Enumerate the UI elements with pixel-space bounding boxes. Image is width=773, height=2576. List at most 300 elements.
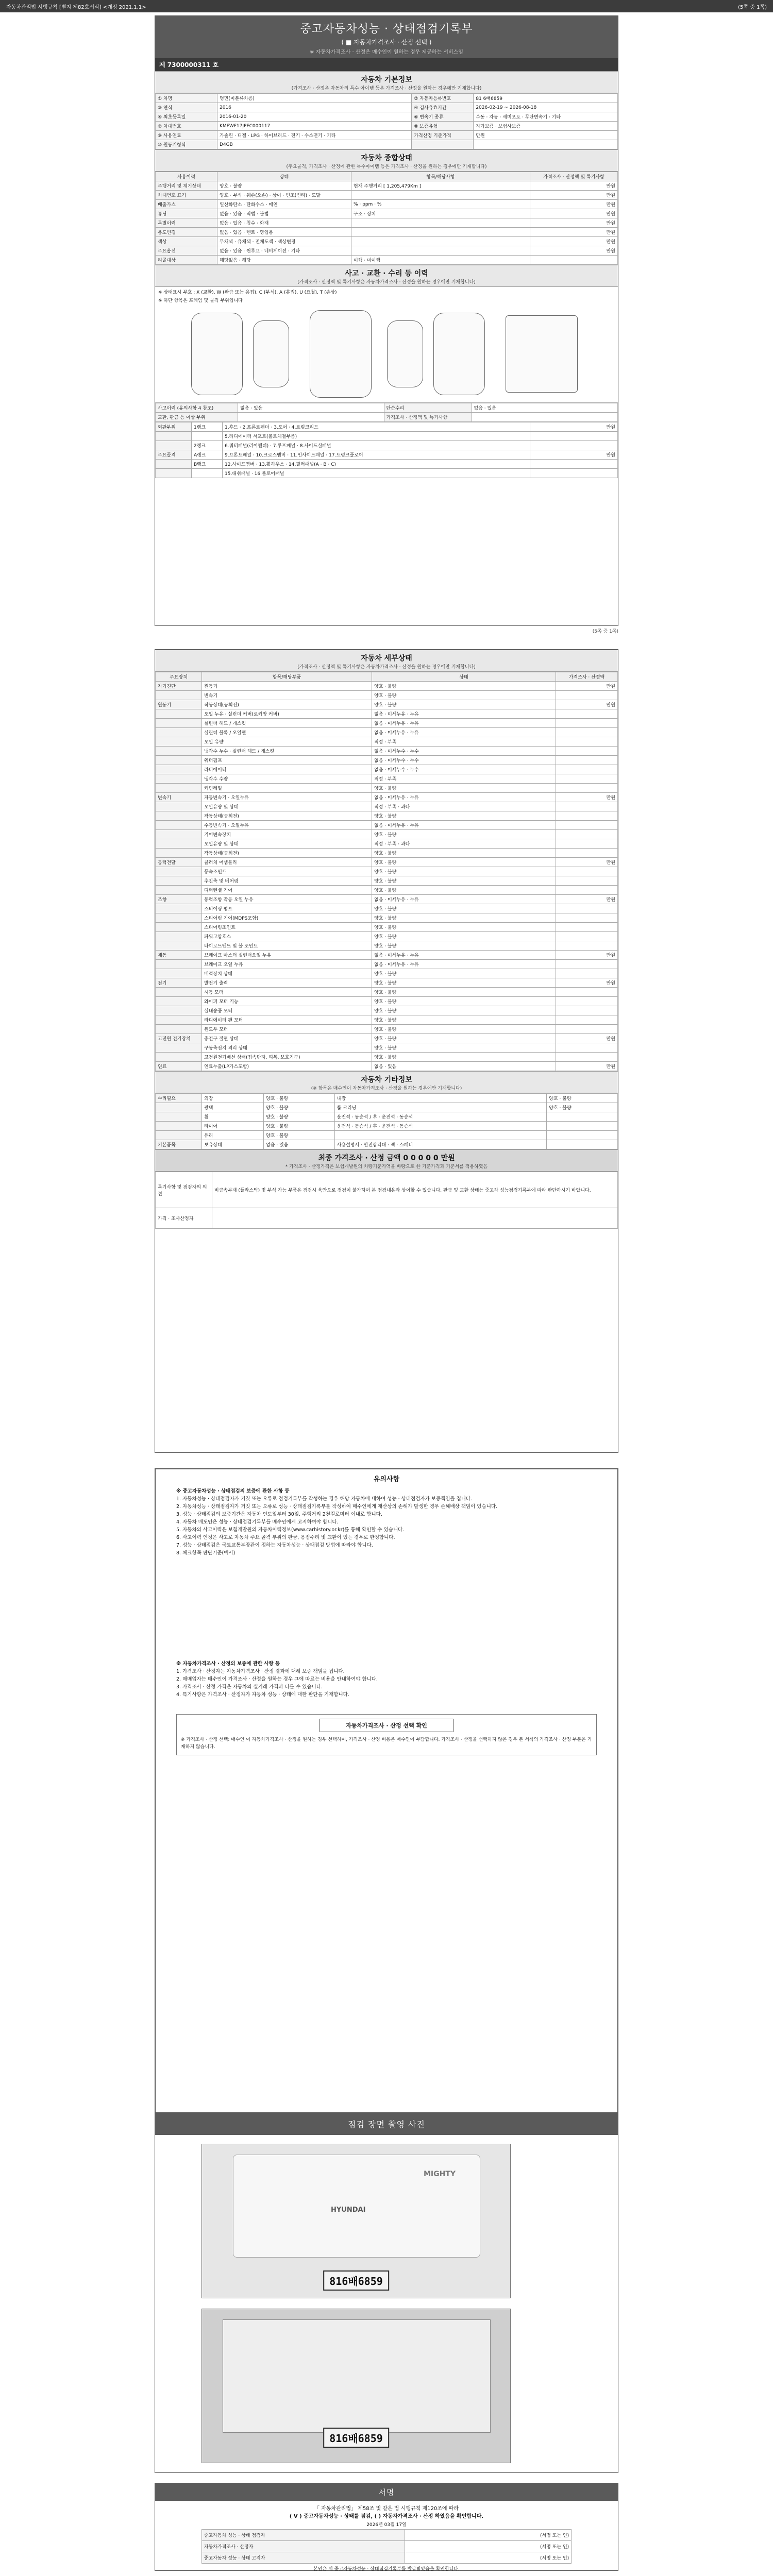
other-row-cell — [547, 1140, 618, 1149]
notice-item: 8. 체크항목 판단기준(예시) — [176, 1550, 236, 1556]
confirm-text: ※ 가격조사 · 산정 선택: 매수인 이 자동차가격조사 · 산정을 원하는 경우 선택하며, 가격조사 · 산정 비용은 매수인이 부담합니다. 가격조사 · 산정을 선택하지 않은 경우 본 서식의 가격조사 · 산정 부분은 기재하지 않습니다. — [181, 1737, 592, 1750]
detail-row — [156, 895, 618, 904]
car-rear-view — [387, 320, 423, 387]
detail-row-cell: 동력조향 작동 오일 누유 — [202, 895, 372, 904]
detail-row-cell: 양호 · 불량 — [372, 969, 556, 978]
detail-row — [156, 1015, 618, 1025]
detail-row-cell: 양호 · 불량 — [372, 988, 556, 997]
section-note: (가격조사 · 산정액 및 특기사항은 자동차가격조사 · 산정을 원하는 경우에만 기재합니다) — [297, 280, 476, 285]
sign-row-cell: 중고자동차 성능 · 상태 점검자 — [201, 2530, 405, 2541]
detail-table — [155, 672, 618, 1071]
other-row-cell — [547, 1122, 618, 1131]
detail-row-cell: 배력장치 상태 — [202, 969, 372, 978]
detail-row — [156, 737, 618, 747]
notice-item: 6. 사고이력 인정은 사고로 자동차 주요 골격 부위의 판금, 용접수리 및 교환이 있는 경우로 한정합니다. — [176, 1535, 395, 1540]
brand-badge: HYUNDAI — [331, 2206, 366, 2214]
detail-row-cell — [156, 932, 202, 941]
notice-sub-1: ※ 중고자동차성능 · 상태점검의 보증에 관한 사항 등 — [176, 1488, 290, 1494]
special-label: 특기사항 및 점검자의 의견 — [156, 1172, 212, 1208]
basic-row-cell: ⑧ 보증유형 — [412, 122, 474, 131]
other-row-cell: 양호 · 불량 — [547, 1103, 618, 1112]
detail-row-cell: 양호 · 불량 — [372, 932, 556, 941]
detail-row-cell — [156, 747, 202, 756]
detail-row-cell — [556, 802, 618, 811]
summary-row-cell: 양호 · 부식 · 훼손(오손) · 상이 · 변조(변타) · 도말 — [217, 191, 351, 200]
detail-row-cell: 실린더 블록 / 오일팬 — [202, 728, 372, 737]
sign-row-cell: (서명 또는 인) — [405, 2530, 572, 2541]
detail-row-cell — [156, 830, 202, 839]
detail-row-cell — [156, 849, 202, 858]
notice-title: 유의사항 — [373, 1476, 400, 1483]
detail-row — [156, 765, 618, 774]
parts-row-cell — [156, 469, 192, 478]
detail-row-cell — [156, 997, 202, 1006]
summary-header: 항목/해당사항 — [351, 172, 530, 181]
detail-row-cell: 실린더 헤드 / 개스킷 — [202, 719, 372, 728]
detail-row-cell: 양호 · 불량 — [372, 1006, 556, 1015]
detail-row-cell — [556, 932, 618, 941]
detail-row-cell: 자기진단 — [156, 682, 202, 691]
notice-item: 1. 가격조사 · 산정자는 자동차가격조사 · 산정 결과에 대해 보증 책임을 집니다. — [176, 1669, 345, 1674]
parts-row-cell — [192, 469, 223, 478]
section-other — [155, 1071, 618, 1093]
form-header — [155, 16, 618, 58]
other-row — [156, 1122, 618, 1131]
car-front-view — [253, 320, 289, 387]
page-1-number: (5쪽 중 1쪽) — [592, 629, 618, 634]
detail-row — [156, 793, 618, 802]
detail-row-cell: 적정 · 부족 · 과다 — [372, 839, 556, 849]
detail-row-cell — [156, 821, 202, 830]
notice-item: 3. 가격조사 · 산정 가격은 자동차의 실거래 가격과 다를 수 있습니다. — [176, 1684, 323, 1690]
summary-row — [156, 228, 618, 237]
sign-date: 2026년 03월 17일 — [366, 2522, 407, 2528]
detail-row-cell: 양호 · 불량 — [372, 700, 556, 709]
detail-row-cell: 냉각수 누수 · 실린더 헤드 / 개스킷 — [202, 747, 372, 756]
detail-row — [156, 997, 618, 1006]
summary-row-cell: 만원 — [530, 209, 618, 218]
parts-row-cell: 6.쿼터패널(리어펜더) · 7.루프패널 · 8.사이드실패널 — [223, 441, 530, 450]
other-row-cell — [156, 1122, 202, 1131]
basic-row — [156, 94, 618, 103]
truck-rear-body — [223, 2319, 491, 2433]
detail-row-cell: 원동기 — [156, 700, 202, 709]
sign-row — [201, 2552, 571, 2564]
rear-plate: 816배6859 — [323, 2428, 389, 2448]
accident-row-cell: 없음 · 있음 — [472, 403, 618, 413]
detail-row-cell: 양호 · 불량 — [372, 830, 556, 839]
detail-row-cell — [556, 969, 618, 978]
sign-row — [201, 2541, 571, 2552]
parts-row — [156, 441, 618, 450]
detail-row-cell — [556, 1015, 618, 1025]
detail-row-cell: 작동상태(공회전) — [202, 849, 372, 858]
page-4 — [155, 2112, 618, 2473]
detail-row — [156, 923, 618, 932]
section-detail — [155, 650, 618, 672]
detail-row — [156, 774, 618, 784]
parts-row-cell — [156, 432, 192, 441]
accident-row-cell: 교환, 판금 등 이상 부위 — [156, 413, 238, 422]
detail-row — [156, 709, 618, 719]
other-row-cell: 기본품목 — [156, 1140, 202, 1149]
detail-row-cell — [556, 941, 618, 951]
detail-row-cell: 윈도우 모터 — [202, 1025, 372, 1034]
detail-row — [156, 682, 618, 691]
basic-row-cell: ⑤ 최초등록일 — [156, 112, 217, 122]
detail-row-cell — [556, 821, 618, 830]
form-legal-ref: 자동차관리법 시행규칙 [별지 제82호서식] <개정 2021.1.1> — [6, 4, 146, 10]
detail-row-cell: 없음 · 미세누유 · 누유 — [372, 728, 556, 737]
summary-row-cell: 튜닝 — [156, 209, 217, 218]
special-text: 비금속부재 (플라스틱) 및 부식 가능 부품은 점검시 육안으로 점검이 불가하여 본 점검내용과 상이할 수 있습니다. 판금 및 교환 상태는 중고차 성능점검기록부에 따라 판단하시기 바랍니다. — [212, 1172, 618, 1208]
other-row — [156, 1112, 618, 1122]
summary-header: 사용이력 — [156, 172, 217, 181]
detail-row — [156, 1062, 618, 1071]
detail-row — [156, 932, 618, 941]
detail-row-cell: 없음 · 미세누유 · 누유 — [372, 709, 556, 719]
detail-row-cell: 양호 · 불량 — [372, 1053, 556, 1062]
detail-row-cell: 적정 · 부족 · 과다 — [372, 802, 556, 811]
basic-row-cell — [412, 140, 474, 149]
section-basic-info — [155, 71, 618, 93]
basic-row-cell: D4GB — [217, 140, 412, 149]
photo-header — [155, 2113, 618, 2135]
detail-row-cell: 구동축전지 격리 상태 — [202, 1043, 372, 1053]
notice-item: 2. 매매업자는 매수인이 가격조사 · 산정을 원하는 경우 그에 따르는 비용을 안내하여야 합니다. — [176, 1676, 378, 1682]
detail-row-cell — [156, 1006, 202, 1015]
parts-row-cell — [192, 432, 223, 441]
car-right-view — [433, 313, 485, 395]
detail-row-cell: 시동 모터 — [202, 988, 372, 997]
detail-row-cell — [556, 988, 618, 997]
car-frame-view — [506, 315, 578, 393]
detail-row — [156, 1043, 618, 1053]
basic-row-cell: ③ 연식 — [156, 103, 217, 112]
notice-list-2 — [156, 1668, 617, 1699]
accident-legend: ※ 상태표시 부호 : X (교환), W (판금 또는 용접), C (부식), A (흠집), U (요철), T (손상) — [158, 290, 337, 295]
detail-row-cell — [156, 709, 202, 719]
detail-row — [156, 821, 618, 830]
front-plate: 816배6859 — [323, 2270, 389, 2291]
detail-row-cell — [556, 784, 618, 793]
other-row-cell: 외장 — [202, 1094, 264, 1103]
other-row-cell: 사용설명서 · 안전삼각대 · 잭 · 스패너 — [334, 1140, 547, 1149]
detail-row-cell: 양호 · 불량 — [372, 904, 556, 913]
basic-row-cell: 만원 — [474, 131, 618, 140]
special-sub-value — [212, 1208, 618, 1229]
other-row-cell: 양호 · 불량 — [264, 1122, 335, 1131]
detail-row-cell — [156, 1015, 202, 1025]
detail-row — [156, 802, 618, 811]
detail-row-cell — [156, 867, 202, 876]
detail-row-cell: 적정 · 부족 — [372, 774, 556, 784]
detail-row-cell — [156, 1053, 202, 1062]
other-row-cell: 양호 · 불량 — [264, 1112, 335, 1122]
basic-row-cell: ⑥ 변속기 종류 — [412, 112, 474, 122]
section-summary — [155, 149, 618, 172]
basic-row-cell: ② 자동차등록번호 — [412, 94, 474, 103]
other-row-cell — [547, 1112, 618, 1122]
detail-row-cell — [156, 719, 202, 728]
rear-photo — [201, 2309, 511, 2463]
notice-list-1 — [156, 1495, 617, 1557]
detail-row-cell: 양호 · 불량 — [372, 876, 556, 886]
other-row-cell: 휠 — [202, 1112, 264, 1122]
detail-row-cell: 만원 — [556, 951, 618, 960]
detail-row-cell: 오일 누유 · 실린더 커버(로커암 커버) — [202, 709, 372, 719]
special-table — [155, 1172, 618, 1229]
detail-row-cell: 양호 · 불량 — [372, 1043, 556, 1053]
parts-row-cell: A랭크 — [192, 450, 223, 460]
accident-row-cell: 가격조사 · 산정액 및 특기사항 — [384, 413, 472, 422]
other-row-cell: 양호 · 불량 — [264, 1131, 335, 1140]
detail-row-cell — [556, 811, 618, 821]
detail-row-cell: 원동기 — [202, 682, 372, 691]
detail-row-cell — [156, 941, 202, 951]
detail-row-cell: 냉각수 수량 — [202, 774, 372, 784]
other-row — [156, 1103, 618, 1112]
basic-row — [156, 131, 618, 140]
detail-row — [156, 728, 618, 737]
detail-row-cell: 디퍼렌셜 기어 — [202, 886, 372, 895]
detail-row-cell — [556, 1053, 618, 1062]
detail-row-cell — [156, 886, 202, 895]
other-row-cell — [156, 1112, 202, 1122]
detail-row-cell: 연료누출(LP가스포함) — [202, 1062, 372, 1071]
detail-row-cell: 없음 · 미세누수 · 누수 — [372, 747, 556, 756]
parts-row-cell: 9.프론트패널 · 10.크로스멤버 · 11.인사이드패널 · 17.트렁크플로어 — [223, 450, 530, 460]
parts-row-cell: 만원 — [530, 422, 618, 432]
summary-header: 상태 — [217, 172, 351, 181]
detail-row — [156, 830, 618, 839]
parts-row-cell: B랭크 — [192, 460, 223, 469]
detail-row — [156, 1025, 618, 1034]
detail-row — [156, 1006, 618, 1015]
parts-row-cell — [156, 460, 192, 469]
detail-row-cell — [556, 728, 618, 737]
detail-row-cell: 등속조인트 — [202, 867, 372, 876]
detail-row-cell — [556, 756, 618, 765]
detail-row-cell: 만원 — [556, 793, 618, 802]
detail-row-cell: 없음 · 미세누유 · 누유 — [372, 951, 556, 960]
notice-item: 4. 특기사항은 가격조사 · 산정자가 자동차 성능 · 상태에 대한 판단을 기재합니다. — [176, 1692, 349, 1698]
detail-row — [156, 756, 618, 765]
summary-row-cell: 이행 · 미이행 — [351, 256, 530, 265]
detail-row-cell: 워터펌프 — [202, 756, 372, 765]
summary-row — [156, 246, 618, 256]
detail-row-cell — [556, 1025, 618, 1034]
other-row-cell — [156, 1103, 202, 1112]
detail-row-cell: 없음 · 미세누유 · 누유 — [372, 719, 556, 728]
parts-row-cell: 만원 — [530, 450, 618, 460]
detail-row-cell: 양호 · 불량 — [372, 858, 556, 867]
accident-row-cell: 없음 · 있음 — [238, 403, 384, 413]
detail-row — [156, 784, 618, 793]
other-row — [156, 1131, 618, 1140]
sign-row-cell: 자동차가격조사 · 산정자 — [201, 2541, 405, 2552]
detail-row-cell: 고전원 전기장치 — [156, 1034, 202, 1043]
summary-row-cell: 없음 · 있음 · 침수 · 화재 — [217, 218, 351, 228]
detail-row-cell — [556, 765, 618, 774]
detail-row-cell — [156, 691, 202, 700]
sign-receipt: 본인은 위 중고자동차성능 · 상태점검기록부를 발급받았음을 확인합니다. — [313, 2567, 460, 2572]
summary-row-cell: 만원 — [530, 181, 618, 191]
detail-row-cell — [556, 867, 618, 876]
detail-row-cell — [556, 691, 618, 700]
detail-row — [156, 941, 618, 951]
summary-row-cell — [351, 228, 530, 237]
summary-row-cell: % · ppm · % — [351, 200, 530, 209]
basic-row-cell: 2016 — [217, 103, 412, 112]
sign-line-2: ( V ) 중고자동차성능 · 상태를 점검, ( ) 자동차가격조사 · 산정 하였음을 확인합니다. — [289, 2514, 484, 2519]
form-subtitle: ( ■ 자동차가격조사 · 산정 선택 ) — [341, 39, 432, 46]
detail-row-cell — [556, 886, 618, 895]
detail-row-cell: 없음 · 미세누유 · 누유 — [372, 895, 556, 904]
summary-row — [156, 256, 618, 265]
detail-row-cell — [156, 802, 202, 811]
detail-row-cell: 없음 · 미세누유 · 누유 — [372, 793, 556, 802]
basic-row-cell: 가격산정 기준가격 — [412, 131, 474, 140]
detail-row-cell — [556, 1043, 618, 1053]
detail-row-cell: 라디에이터 팬 모터 — [202, 1015, 372, 1025]
parts-row — [156, 450, 618, 460]
other-row-cell: 양호 · 불량 — [547, 1094, 618, 1103]
detail-row — [156, 876, 618, 886]
detail-row-cell: 동력전달 — [156, 858, 202, 867]
other-row-cell: 룸 크리닝 — [334, 1103, 547, 1112]
detail-row-cell: 만원 — [556, 682, 618, 691]
detail-row-cell: 오일유량 및 상태 — [202, 802, 372, 811]
detail-row-cell: 만원 — [556, 1062, 618, 1071]
detail-row-cell: 실내송풍 모터 — [202, 1006, 372, 1015]
detail-header: 상태 — [372, 672, 556, 682]
detail-row — [156, 951, 618, 960]
basic-row-cell: 2016-01-20 — [217, 112, 412, 122]
parts-row-cell: 12.사이드멤버 · 13.휠하우스 · 14.필러패널(A · B · C) — [223, 460, 530, 469]
detail-row-cell: 양호 · 불량 — [372, 1025, 556, 1034]
summary-row-cell: 만원 — [530, 218, 618, 228]
parts-row-cell: 1.후드 · 2.프론트펜더 · 3.도어 · 4.트렁크리드 — [223, 422, 530, 432]
notice-item: 3. 성능 · 상태점검의 보증기간은 자동차 인도일부터 30일, 주행거리 2천킬로미터 이내로 합니다. — [176, 1512, 382, 1517]
detail-row-cell — [556, 913, 618, 923]
detail-row — [156, 691, 618, 700]
detail-row-cell: 양호 · 불량 — [372, 1034, 556, 1043]
detail-row-cell — [156, 1043, 202, 1053]
other-row-cell: 운전석 · 동승석 / 후 · 운전석 · 동승석 — [334, 1122, 547, 1131]
detail-row — [156, 1034, 618, 1043]
detail-row-cell: 만원 — [556, 1034, 618, 1043]
detail-row-cell: 타이로드엔드 및 볼 조인트 — [202, 941, 372, 951]
detail-row-cell: 파워고압호스 — [202, 932, 372, 941]
accident-row-cell — [238, 413, 384, 422]
detail-row-cell: 양호 · 불량 — [372, 867, 556, 876]
detail-row-cell: 고전원전기배선 상태(접속단자, 피복, 보호기구) — [202, 1053, 372, 1062]
detail-header: 항목/해당부품 — [202, 672, 372, 682]
parts-row — [156, 469, 618, 478]
parts-table — [155, 422, 618, 478]
fee-title: 최종 가격조사 · 산정 금액 0 0 0 0 0 만원 — [318, 1154, 455, 1162]
detail-row-cell: 스티어링 기어(MDPS포함) — [202, 913, 372, 923]
summary-table — [155, 172, 618, 265]
detail-row-cell: 라디에이터 — [202, 765, 372, 774]
detail-row-cell — [556, 904, 618, 913]
page-5 — [155, 2483, 618, 2571]
detail-row — [156, 839, 618, 849]
detail-row-cell — [156, 960, 202, 969]
notice-item: 1. 자동차성능 · 상태점검자가 거짓 또는 오류로 점검기록부를 작성하는 경우 해당 자동차에 대하여 성능 · 상태점검자가 보증책임을 집니다. — [176, 1496, 473, 1502]
page-2 — [155, 649, 618, 1453]
detail-row-cell: 자동변속기 · 오일누유 — [202, 793, 372, 802]
detail-row-cell: 오일유량 및 상태 — [202, 839, 372, 849]
detail-row-cell: 오일 유량 — [202, 737, 372, 747]
other-row-cell — [156, 1131, 202, 1140]
basic-row — [156, 140, 618, 149]
detail-row-cell: 없음 · 미세누수 · 누수 — [372, 765, 556, 774]
detail-row-cell: 없음 · 미세누유 · 누유 — [372, 821, 556, 830]
basic-row-cell: ① 차명 — [156, 94, 217, 103]
parts-row-cell: 15.대쉬패널 · 16.플로어패널 — [223, 469, 530, 478]
page-3 — [155, 1468, 618, 2205]
other-row-cell: 양호 · 불량 — [264, 1103, 335, 1112]
sign-title: 서명 — [378, 2488, 395, 2497]
parts-row-cell — [530, 460, 618, 469]
detail-row — [156, 988, 618, 997]
detail-row — [156, 849, 618, 858]
summary-row-cell: 특별이력 — [156, 218, 217, 228]
basic-row-cell: ④ 검사유효기간 — [412, 103, 474, 112]
confirm-box — [176, 1714, 597, 1755]
detail-row — [156, 811, 618, 821]
summary-row-cell — [530, 256, 618, 265]
summary-row — [156, 181, 618, 191]
summary-row-cell: 리콜대상 — [156, 256, 217, 265]
detail-row-cell — [156, 904, 202, 913]
detail-row-cell: 연료 — [156, 1062, 202, 1071]
section-note: (가격조사 · 산정액 및 특기사항은 자동차가격조사 · 산정을 원하는 경우에만 기재합니다) — [297, 665, 476, 670]
detail-row-cell — [556, 839, 618, 849]
detail-row-cell — [556, 747, 618, 756]
detail-row-cell — [556, 997, 618, 1006]
page-counter: (5쪽 중 1쪽) — [738, 4, 767, 10]
detail-row-cell: 양호 · 불량 — [372, 849, 556, 858]
detail-row-cell: 충전구 절연 상태 — [202, 1034, 372, 1043]
detail-row-cell — [156, 1025, 202, 1034]
top-bar — [0, 0, 773, 12]
parts-row — [156, 422, 618, 432]
other-table — [155, 1093, 618, 1149]
summary-row-cell: 현재 주행거리 [ 1,205,479Km ] — [351, 181, 530, 191]
detail-row-cell — [156, 913, 202, 923]
summary-row-cell: 일산화탄소 · 탄화수소 · 매연 — [217, 200, 351, 209]
notice-sub-2: ※ 자동차가격조사 · 산정의 보증에 관한 사항 등 — [176, 1661, 280, 1667]
section-accident — [155, 265, 618, 287]
basic-row-cell: 자가보증 · 보험사보증 — [474, 122, 618, 131]
detail-row-cell — [156, 765, 202, 774]
detail-row — [156, 886, 618, 895]
accident-row — [156, 403, 618, 413]
summary-row-cell: 차대번호 표기 — [156, 191, 217, 200]
notice-item: 2. 자동차성능 · 상태점검자가 거짓 또는 오류로 성능 · 상태점검기록부를 작성하여 매수인에게 재산상의 손해가 발생한 경우 손해배상 책임이 있습니다. — [176, 1504, 498, 1510]
detail-row-cell: 만원 — [556, 858, 618, 867]
notice-item: 5. 자동차의 사고이력은 보험개발원의 자동차이력정보(www.carhistory.or.kr)를 통해 확인할 수 있습니다. — [176, 1527, 405, 1533]
sign-row-cell: 중고자동차 성능 · 상태 고지자 — [201, 2552, 405, 2564]
summary-row-cell: 만원 — [530, 191, 618, 200]
summary-row-cell: 없음 · 있음 · 렌트 · 영업용 — [217, 228, 351, 237]
other-row-cell: 양호 · 불량 — [264, 1094, 335, 1103]
parts-row-cell: 2랭크 — [192, 441, 223, 450]
detail-row-cell — [556, 709, 618, 719]
